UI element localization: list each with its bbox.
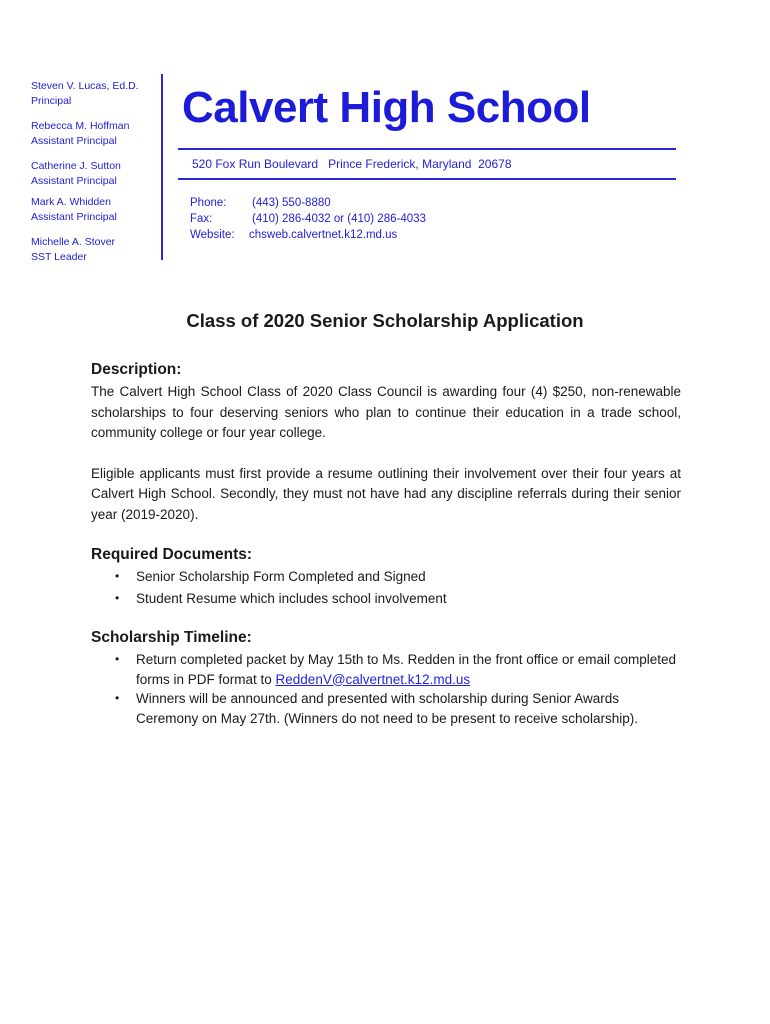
staff-name: Steven V. Lucas, Ed.D. xyxy=(31,80,139,92)
timeline-item-2-text: Winners will be announced and presented with scholarship during Senior Awards Ceremony on May 27th. (Winners do not need to be present to receive scholarship). xyxy=(136,691,639,726)
staff-role: Assistant Principal xyxy=(31,210,117,223)
staff-name: Mark A. Whidden xyxy=(31,196,111,208)
staff-entry xyxy=(31,235,161,264)
email-link[interactable]: ReddenV@calvertnet.k12.md.us xyxy=(275,671,471,687)
list-item-text: Senior Scholarship Form Completed and Signed xyxy=(136,569,426,584)
bullet-icon: • xyxy=(115,652,120,666)
staff-directory xyxy=(31,79,161,275)
staff-name: Catherine J. Sutton xyxy=(31,160,121,172)
list-item xyxy=(91,567,681,587)
document-title: Class of 2020 Senior Scholarship Application xyxy=(186,310,584,331)
description-paragraph-1: The Calvert High School Class of 2020 Class Council is awarding four (4) $250, non-renewable scholarships to four deserving seniors who plan to continue their education in a trade school, community college or four year college. xyxy=(91,384,681,440)
staff-entry xyxy=(31,195,161,224)
spacer xyxy=(91,525,681,545)
timeline-list xyxy=(91,650,681,728)
timeline-item-1-text: Return completed packet by May 15th to Ms. Redden in the front office or email completed forms in PDF format to xyxy=(136,652,677,687)
website-label: Website: xyxy=(190,229,235,241)
contact-block xyxy=(190,195,426,243)
letterhead-rule-top xyxy=(178,148,676,150)
description-heading: Description: xyxy=(91,361,182,378)
document-body xyxy=(91,360,681,728)
bullet-icon: • xyxy=(115,590,120,605)
letterhead-rule-bottom xyxy=(178,178,676,180)
phone-label: Phone: xyxy=(190,197,227,209)
list-item xyxy=(91,650,681,689)
timeline-heading: Scholarship Timeline: xyxy=(91,629,252,646)
school-address: 520 Fox Run Boulevard Prince Frederick, Maryland 20678 xyxy=(192,157,512,171)
staff-entry xyxy=(31,79,161,108)
list-item-text: Student Resume which includes school involvement xyxy=(136,590,447,606)
staff-entry xyxy=(31,159,161,188)
fax-row xyxy=(190,211,426,227)
fax-value: (410) 286-4032 or (410) 286-4033 xyxy=(252,213,426,225)
fax-label: Fax: xyxy=(190,213,213,225)
spacer xyxy=(91,608,681,628)
required-documents-heading: Required Documents: xyxy=(91,546,253,563)
website-row xyxy=(190,227,426,243)
phone-value: (443) 550-8880 xyxy=(252,197,331,209)
phone-row xyxy=(190,195,426,211)
bullet-icon: • xyxy=(115,691,120,705)
website-value: chsweb.calvertnet.k12.md.us xyxy=(249,229,398,241)
staff-role: Principal xyxy=(31,94,72,107)
list-item xyxy=(91,589,681,609)
staff-role: Assistant Principal xyxy=(31,174,117,187)
staff-name: Michelle A. Stover xyxy=(31,236,116,248)
staff-role: SST Leader xyxy=(31,250,87,263)
required-documents-list xyxy=(91,567,681,608)
bullet-icon: • xyxy=(115,569,120,583)
letterhead-divider-vertical xyxy=(161,74,163,260)
staff-name: Rebecca M. Hoffman xyxy=(31,120,130,132)
school-name: Calvert High School xyxy=(182,83,591,132)
list-item xyxy=(91,689,681,728)
staff-role: Assistant Principal xyxy=(31,134,117,147)
description-paragraph-2: Eligible applicants must first provide a resume outlining their involvement over their four years at Calvert High School. Secondly, they must not have had any discipline referrals during their senior year (2019-2020). xyxy=(91,465,681,522)
staff-entry xyxy=(31,119,161,148)
